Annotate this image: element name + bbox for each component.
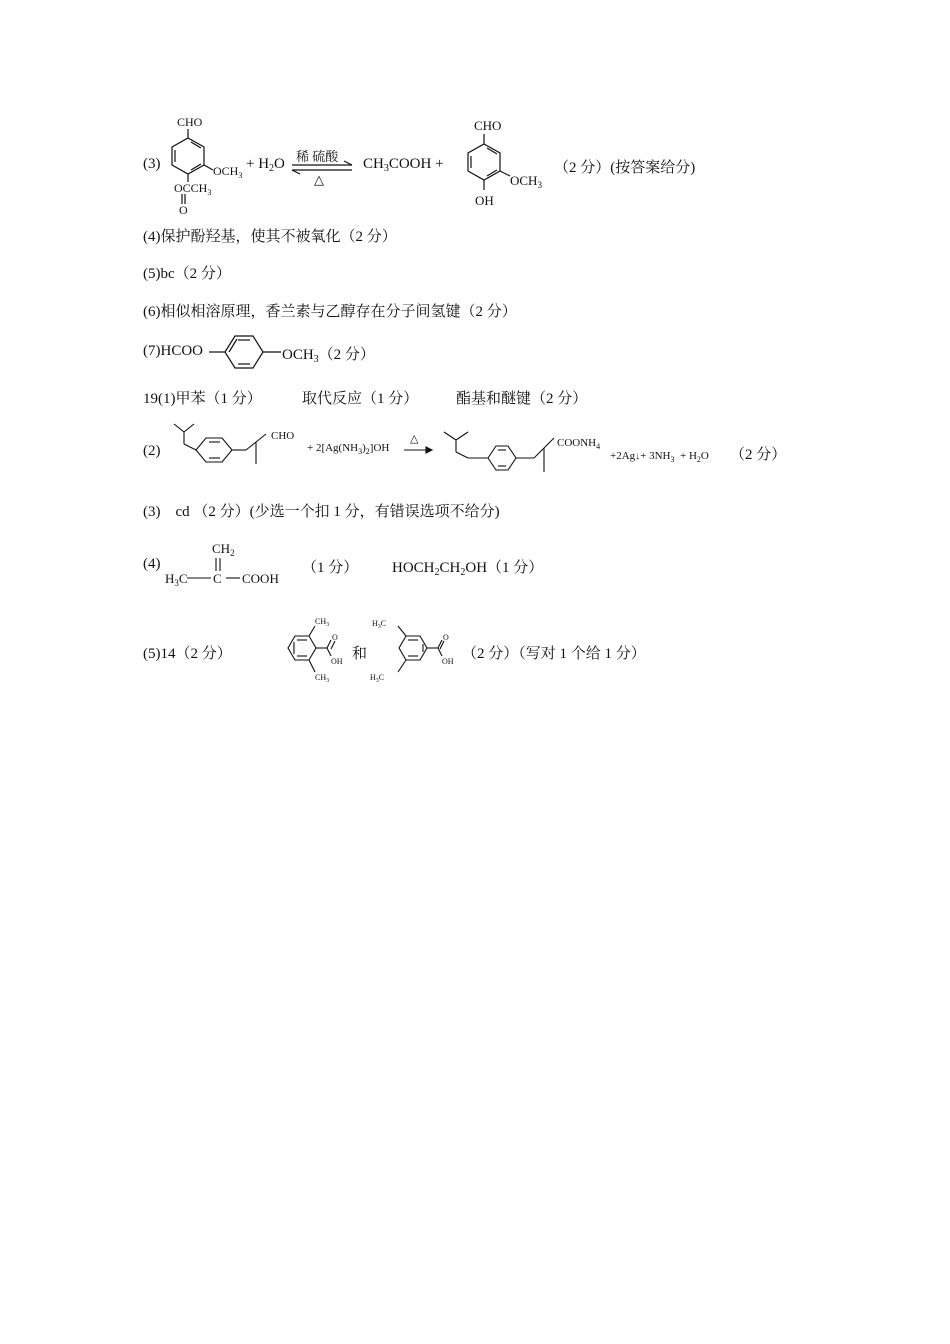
- item3-score: （2 分）(按答案给分): [554, 160, 696, 176]
- item6-answer: (6)相似相溶原理，香兰素与乙醇存在分子间氢键（2 分）: [143, 304, 517, 320]
- water-reactant: + $H_2O$: [246, 156, 285, 174]
- isomer2-h3c-top: H: [372, 619, 378, 628]
- q19-1-answer: 19(1)甲苯（1 分）: [143, 391, 262, 407]
- svg-text:CH3: $CH_3$: [315, 673, 330, 684]
- q19-2-heat: △: [410, 433, 419, 445]
- methacrylic-h3c: H: [165, 571, 175, 586]
- product-och: OCH: [510, 173, 538, 188]
- conjunction-and: 和: [352, 646, 368, 662]
- q19-4-label: (4): [143, 556, 161, 572]
- methacrylic-cooh: COOH: [242, 571, 279, 586]
- q19-2-label: (2): [143, 443, 161, 459]
- svg-text:OCH3: $OCH_3$: [510, 173, 542, 190]
- reactant-och: OCH: [213, 164, 239, 178]
- q19-1-functional-groups: 酯基和醚键（2 分）: [456, 391, 588, 407]
- q19-5-score: （2 分）（写对 1 个给 1 分）: [462, 646, 646, 662]
- svg-text:CH3: $CH_3$: [315, 617, 330, 628]
- q19-2-coonh4: COONH: [557, 437, 597, 449]
- reactant-cho: CHO: [177, 115, 203, 129]
- product-cho: CHO: [474, 118, 502, 133]
- ethylene-glycol: $HOCH_2CH_2OH(1$ 分）: [392, 560, 544, 578]
- isomer1-ch3-bottom: CH: [315, 673, 327, 682]
- svg-text:OCCH3: $OCCH_3$: [174, 181, 212, 197]
- item4-answer: (4)保护酚羟基，使其不被氧化（2 分）: [143, 229, 397, 245]
- q19-5-label: (5)14（2 分）: [143, 646, 232, 662]
- q19-2-reactant-structure: [170, 420, 310, 475]
- product-structure: [460, 116, 560, 211]
- svg-text:OCH3: $OCH_3$: [213, 164, 243, 180]
- q19-2-score: （2 分）: [730, 447, 787, 463]
- q19-2-byproducts: +2Ag↓+ $3NH_3 + H_2O$: [610, 450, 709, 464]
- q19-4-score1: （1 分）: [302, 560, 359, 576]
- item7-methoxy: $OCH_3(2$ 分）: [282, 347, 375, 365]
- isomer1-oh: OH: [331, 657, 343, 666]
- acetic-acid: $CH_3COOH$ +: [363, 156, 444, 174]
- reactant-structure: [160, 112, 250, 217]
- catalyst-label: 稀 硫酸: [296, 149, 339, 164]
- isomer2-h3c-bottom: H: [370, 673, 376, 682]
- q19-2-arrow: [402, 446, 436, 454]
- item5-answer: (5)bc（2 分）: [143, 266, 231, 282]
- q19-2-product-structure: [440, 420, 620, 478]
- q19-2-cho: CHO: [271, 430, 295, 442]
- q19-1-reaction-type: 取代反应（1 分）: [302, 391, 419, 407]
- methacrylic-acid-structure: [165, 538, 295, 588]
- svg-text:CH2: $CH_2$: [212, 541, 235, 558]
- isomer2-oh: OH: [442, 657, 454, 666]
- isomer1-ch3-top: CH: [315, 617, 327, 626]
- tollens-reagent: + $2[Ag(NH_3)_2]OH$: [307, 442, 390, 456]
- reactant-carbonyl-o: O: [179, 203, 188, 217]
- isomer2-structure: [370, 612, 465, 692]
- item3-label: (3): [143, 156, 161, 172]
- svg-text:H3C: $H_3C$: [165, 571, 188, 588]
- item7-label: (7)HCOO: [143, 343, 203, 359]
- svg-text:H3C: $H_3C$: [370, 673, 385, 684]
- isomer1-o: O: [332, 633, 338, 642]
- reactant-ester: OCCH: [174, 181, 208, 195]
- item7-benzene-ring: [209, 332, 284, 372]
- isomer1-structure: [275, 612, 350, 692]
- methacrylic-center-c: C: [213, 571, 222, 586]
- methacrylic-ch2: CH: [212, 541, 231, 556]
- isomer2-o: O: [443, 633, 449, 642]
- product-oh: OH: [475, 193, 494, 208]
- svg-text:H3C: $H_3C$: [372, 619, 387, 630]
- q19-3-answer: (3) cd （2 分）(少选一个扣 1 分，有错误选项不给分): [143, 504, 500, 520]
- svg-text:COONH4: $COONH_4$: [557, 437, 601, 451]
- heat-condition: △: [314, 172, 324, 187]
